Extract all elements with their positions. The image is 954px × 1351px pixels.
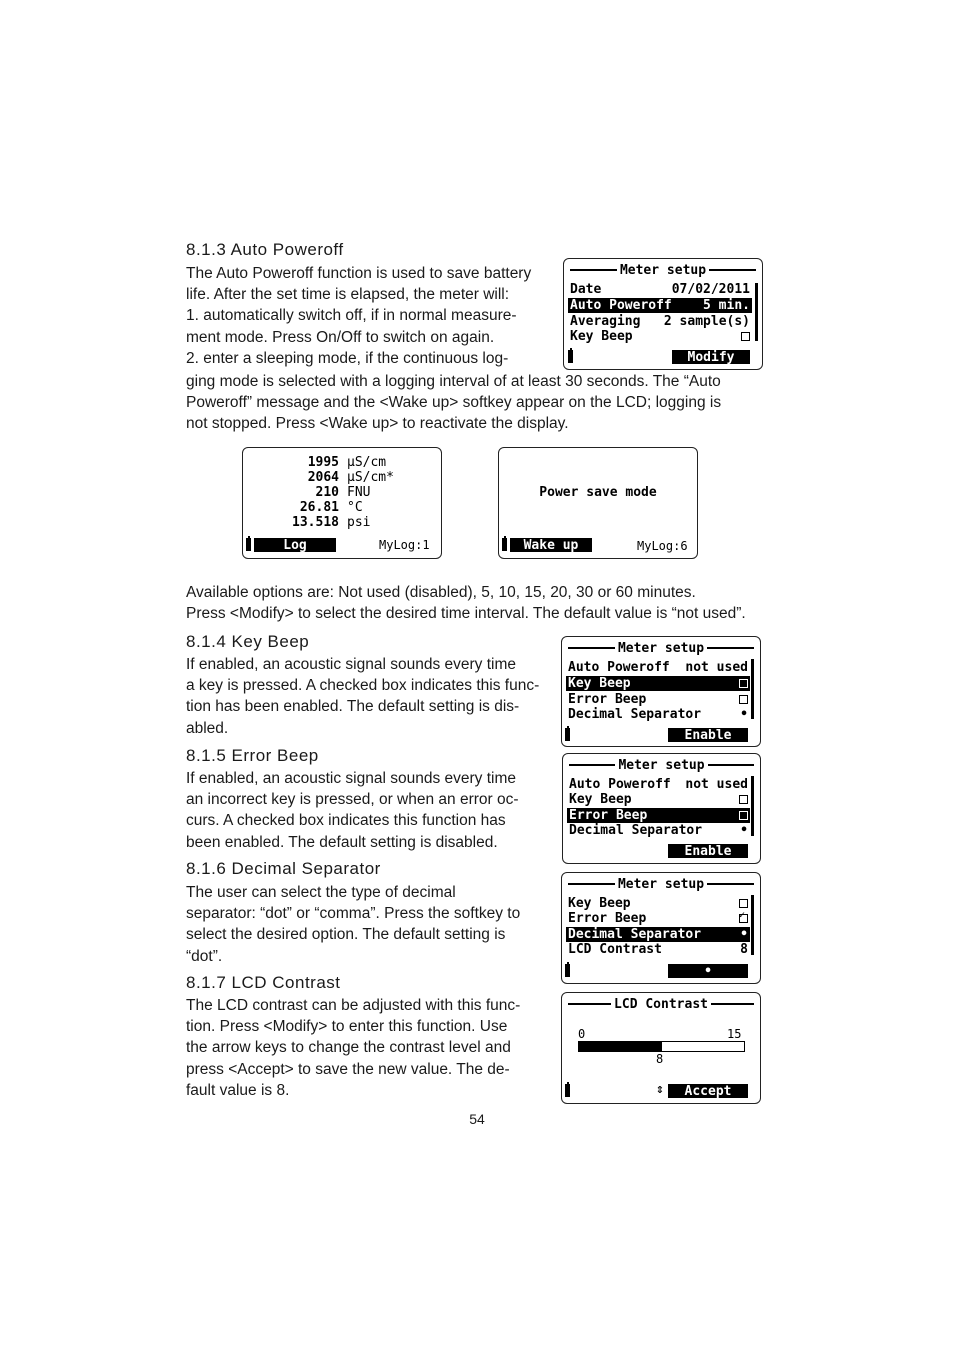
checkbox-icon <box>739 899 748 908</box>
battery-icon <box>568 350 573 363</box>
softkey-enable: Enable <box>668 844 748 858</box>
text-line: ging mode is selected with a logging interval of at least 30 seconds. The “Auto <box>186 373 721 390</box>
text-line: life. After the set time is elapsed, the meter will: <box>186 286 510 304</box>
softkey-modify: Modify <box>672 350 750 364</box>
checkbox-icon <box>739 811 748 820</box>
text-line: The LCD contrast can be adjusted with this func- <box>186 997 521 1014</box>
text-line: the arrow keys to change the contrast level and <box>186 1039 511 1057</box>
text-line: not stopped. Press <Wake up> to reactivate the display. <box>186 415 569 433</box>
error-beep-text <box>186 768 541 853</box>
menu-row-error-beep: Error Beep <box>566 692 750 707</box>
menu-row-error-beep: Error Beep <box>567 808 750 823</box>
contrast-value: 8 <box>656 1052 664 1066</box>
screen-title: Meter setup <box>568 640 754 656</box>
page-number: 54 <box>469 1111 485 1127</box>
up-down-arrows-icon: ⇕ <box>656 1082 664 1097</box>
menu-row-key-beep: Key Beep <box>566 676 750 691</box>
text-line: press <Accept> to save the new value. The de- <box>186 1060 510 1078</box>
reading-row: 26.81 °C <box>299 500 363 515</box>
menu-row-decimal-separator: Decimal Separator • <box>568 707 748 722</box>
auto-poweroff-text-wide <box>186 371 768 435</box>
text-line: fault value is 8. <box>186 1081 290 1099</box>
menu-row-lcd-contrast: LCD Contrast 8 <box>568 942 748 957</box>
text-line: a key is pressed. A checked box indicates this func- <box>186 677 540 695</box>
text-line: an incorrect key is pressed, or when an error oc- <box>186 791 519 809</box>
text-line: Available options are: Not used (disabled), 5, 10, 15, 20, 30 or 60 minutes. <box>186 584 696 601</box>
screen-title: LCD Contrast <box>568 996 754 1012</box>
scrollbar <box>755 283 758 341</box>
section-heading-auto-poweroff: 8.1.3 Auto Poweroff <box>186 240 344 259</box>
screen-title: Meter setup <box>568 876 754 892</box>
power-save-message: Power save mode <box>539 485 657 500</box>
softkey-enable: Enable <box>668 728 748 742</box>
lcd-screen-measurement <box>242 447 442 559</box>
text-line: abled. <box>186 719 229 737</box>
battery-icon <box>565 728 570 741</box>
text-line: The Auto Poweroff function is used to save battery <box>186 265 532 282</box>
menu-row-key-beep: Key Beep <box>566 896 750 911</box>
lcd-screen-auto-poweroff <box>563 258 763 370</box>
decimal-separator-text <box>186 882 541 967</box>
checkbox-icon <box>739 679 748 688</box>
auto-poweroff-options-text <box>186 582 768 624</box>
menu-row-decimal-separator: Decimal Separator • <box>568 927 748 942</box>
menu-row-error-beep: Error Beep ✓ <box>566 911 750 926</box>
battery-icon <box>246 538 251 551</box>
text-line: Poweroff” message and the <Wake up> softkey appear on the LCD; logging is <box>186 394 722 412</box>
text-line: been enabled. The default setting is disabled. <box>186 833 498 851</box>
section-heading-decimal-separator: 8.1.6 Decimal Separator <box>186 859 381 878</box>
auto-poweroff-text-narrow <box>186 263 545 369</box>
text-line: select the desired option. The default setting is <box>186 926 506 944</box>
softkey-wake-up: Wake up <box>510 538 592 552</box>
softkey-accept: Accept <box>668 1084 748 1098</box>
softkey-log: Log <box>254 538 336 552</box>
battery-icon <box>565 964 570 977</box>
menu-row-averaging: Averaging 2 sample(s) <box>570 314 750 329</box>
screen-title: Meter setup <box>570 262 756 278</box>
text-line: If enabled, an acoustic signal sounds every time <box>186 656 516 673</box>
reading-row: 2064 µS/cm* <box>307 470 394 485</box>
lcd-screen-power-save <box>498 447 698 559</box>
text-line: If enabled, an acoustic signal sounds every time <box>186 770 516 787</box>
log-name: MyLog:1 <box>379 538 430 552</box>
text-line: tion has been enabled. The default setting is dis- <box>186 698 520 716</box>
softkey-separator: • <box>668 964 748 978</box>
text-line: 2. enter a sleeping mode, if the continuous log- <box>186 349 509 367</box>
lcd-contrast-text <box>186 995 542 1101</box>
menu-row-date: Date 07/02/2011 <box>570 282 750 297</box>
reading-row: 13.518 psi <box>292 515 371 530</box>
menu-row-key-beep: Key Beep <box>568 329 752 344</box>
section-heading-error-beep: 8.1.5 Error Beep <box>186 746 319 765</box>
reading-row: 1995 µS/cm <box>307 455 387 470</box>
battery-icon <box>502 538 507 551</box>
contrast-bar-fill <box>579 1042 662 1051</box>
screen-title: Meter setup <box>569 757 754 773</box>
menu-row-decimal-separator: Decimal Separator • <box>569 823 748 838</box>
text-line: curs. A checked box indicates this function has <box>186 812 506 830</box>
text-line: The user can select the type of decimal <box>186 884 456 901</box>
text-line: Press <Modify> to select the desired time interval. The default value is “not used”. <box>186 605 746 623</box>
section-heading-lcd-contrast: 8.1.7 LCD Contrast <box>186 973 341 992</box>
lcd-screen-error-beep <box>562 753 761 864</box>
text-line: 1. automatically switch off, if in normal measure- <box>186 307 517 325</box>
menu-row-auto-poweroff: Auto Poweroff not used <box>568 660 748 675</box>
menu-row-auto-poweroff: Auto Poweroff not used <box>569 777 748 792</box>
section-heading-key-beep: 8.1.4 Key Beep <box>186 632 310 651</box>
text-line: separator: “dot” or “comma”. Press the softkey to <box>186 905 521 923</box>
scrollbar <box>751 776 754 836</box>
checkbox-checked-icon <box>739 914 748 923</box>
battery-icon <box>565 1084 570 1097</box>
checkbox-icon <box>741 332 750 341</box>
checkbox-icon <box>739 795 748 804</box>
lcd-screen-key-beep <box>561 636 761 747</box>
lcd-screen-lcd-contrast <box>561 992 761 1104</box>
scrollbar <box>751 659 754 719</box>
checkbox-icon <box>739 695 748 704</box>
contrast-bar <box>578 1041 745 1052</box>
text-line: ment mode. Press On/Off to switch on again. <box>186 328 495 346</box>
lcd-screen-decimal-separator <box>561 872 761 984</box>
menu-row-auto-poweroff: Auto Poweroff 5 min. <box>570 298 750 313</box>
contrast-min-label: 0 <box>578 1027 586 1041</box>
text-line: tion. Press <Modify> to enter this function. Use <box>186 1018 508 1036</box>
menu-row-key-beep: Key Beep <box>567 792 750 807</box>
reading-row: 210 FNU <box>315 485 371 500</box>
text-line: “dot”. <box>186 947 223 965</box>
log-name: MyLog:6 <box>637 539 688 553</box>
scrollbar <box>751 895 754 955</box>
key-beep-text <box>186 654 541 739</box>
contrast-max-label: 15 <box>727 1027 742 1041</box>
